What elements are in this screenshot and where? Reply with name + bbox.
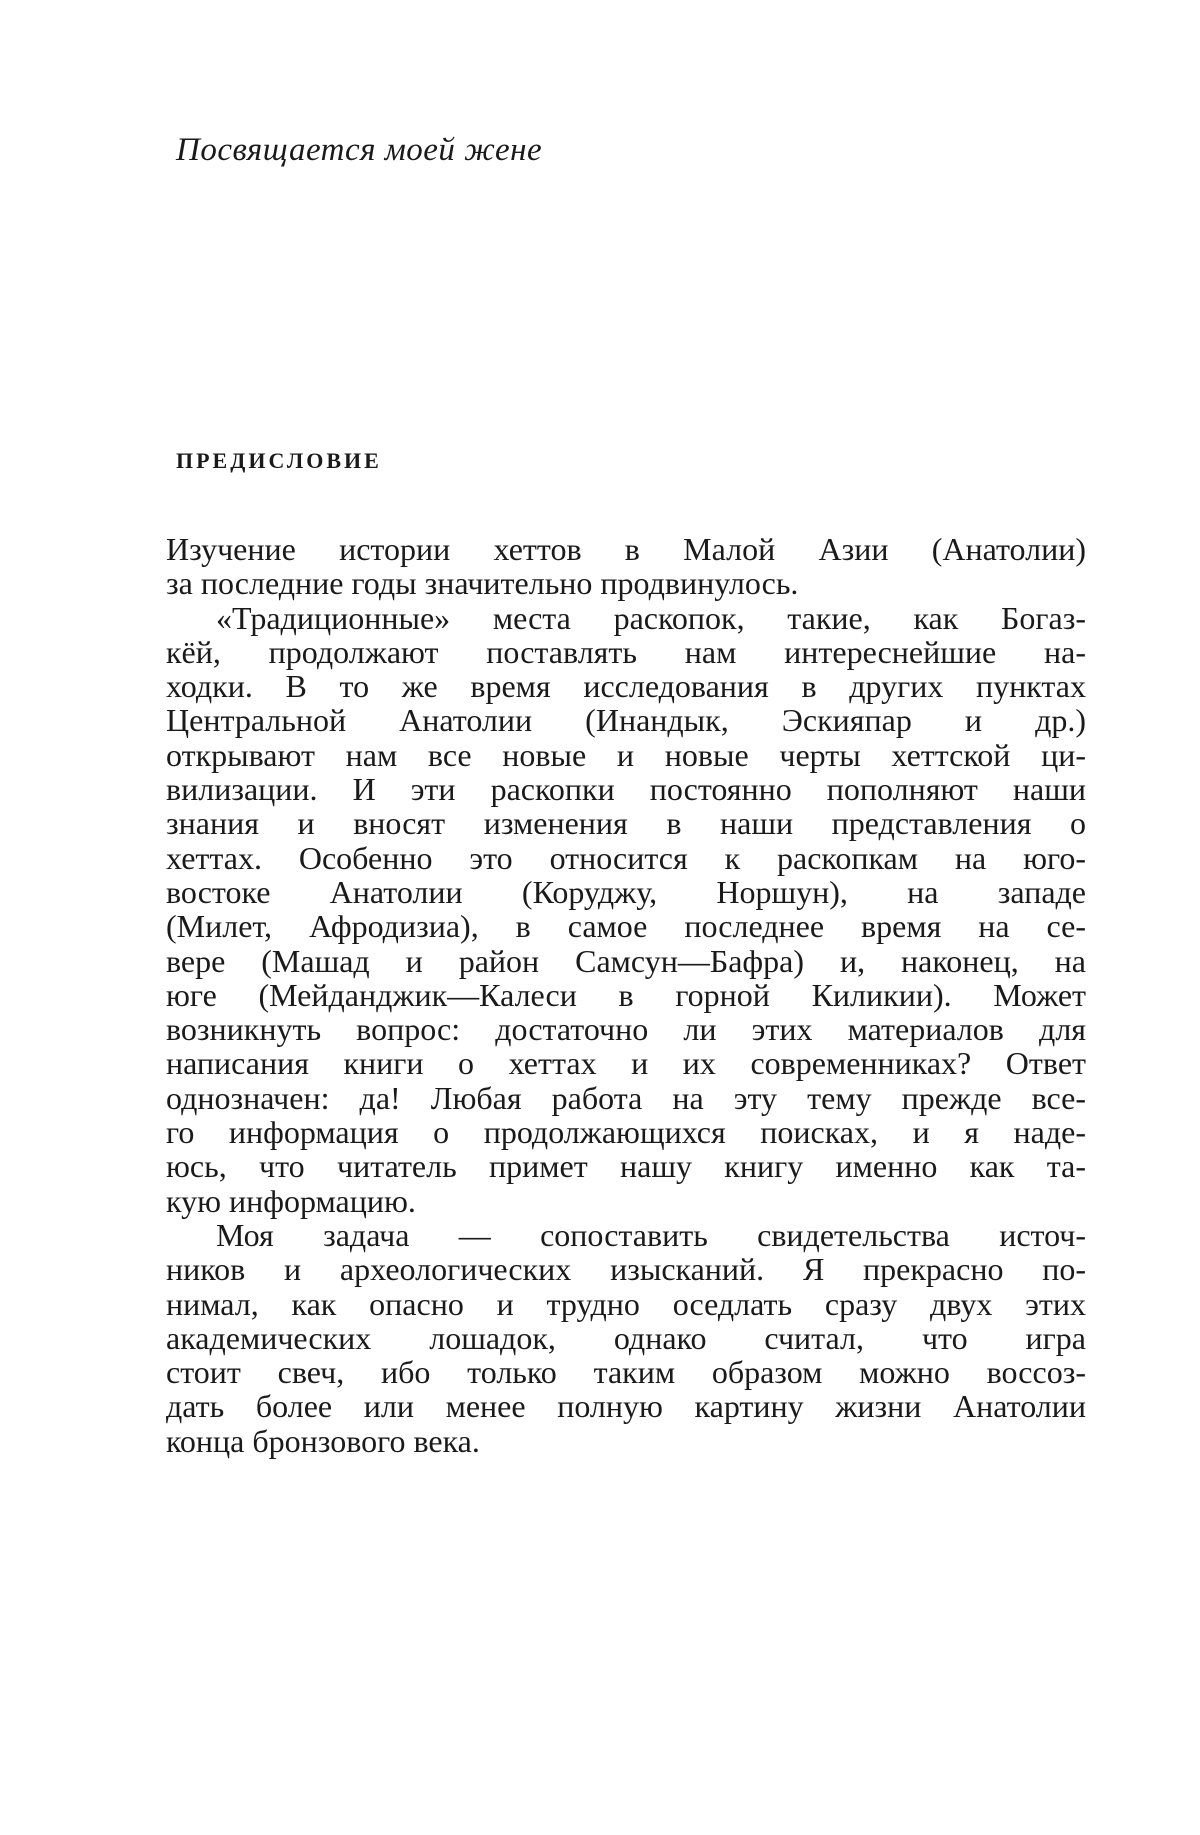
section-heading: ПРЕДИСЛОВИЕ bbox=[176, 448, 382, 473]
text-line: стоит свеч, ибо только таким образом можно воссоз- bbox=[166, 1354, 1086, 1391]
text-line: «Традиционные» места раскопок, такие, как Богаз- bbox=[216, 599, 1086, 636]
text-line: кёй, продолжают поставлять нам интереснейшие на- bbox=[166, 633, 1086, 670]
text-line: (Милет, Афродизиа), в самое последнее время на се- bbox=[166, 908, 1086, 945]
text-line: нимал, как опасно и трудно оседлать сразу двух этих bbox=[166, 1285, 1086, 1322]
text-line: вере (Машад и район Самсун—Бафра) и, наконец, на bbox=[166, 942, 1086, 979]
text-line: ников и археологических изысканий. Я прекрасно по- bbox=[166, 1251, 1086, 1288]
text-line: Изучение истории хеттов в Малой Азии (Анатолии) bbox=[166, 531, 1086, 567]
text-line: го информация о продолжающихся поисках, и я наде- bbox=[166, 1114, 1086, 1151]
text-line: конца бронзового века. bbox=[166, 1422, 480, 1459]
text-line: знания и вносят изменения в наши представления о bbox=[166, 805, 1086, 842]
text-line: академических лошадок, однако считал, что игра bbox=[166, 1319, 1086, 1356]
text-line: Моя задача — сопоставить свидетельства источ- bbox=[216, 1216, 1086, 1253]
text-line: вилизации. И эти раскопки постоянно пополняют наши bbox=[166, 771, 1086, 808]
text-line: Центральной Анатолии (Инандык, Эскияпар и др.) bbox=[166, 702, 1086, 739]
dedication: Посвящается моей жене bbox=[176, 132, 543, 168]
text-line: востоке Анатолии (Коруджу, Норшун), на западе bbox=[166, 873, 1086, 910]
text-line: кую информацию. bbox=[166, 1182, 416, 1219]
preface-text bbox=[166, 532, 1086, 1458]
text-line: ходки. В то же время исследования в других пунктах bbox=[166, 668, 1086, 705]
text-line: возникнуть вопрос: достаточно ли этих материалов для bbox=[166, 1011, 1086, 1048]
text-line: хеттах. Особенно это относится к раскопкам на юго- bbox=[166, 839, 1086, 876]
text-line: дать более или менее полную картину жизни Анатолии bbox=[166, 1388, 1086, 1425]
text-line: открывают нам все новые и новые черты хеттской ци- bbox=[166, 736, 1086, 773]
text-line: за последние годы значительно продвинулось. bbox=[166, 565, 799, 602]
text-line: однозначен: да! Любая работа на эту тему прежде все- bbox=[166, 1079, 1086, 1116]
text-line: юсь, что читатель примет нашу книгу именно как та- bbox=[166, 1148, 1086, 1185]
text-line: написания книги о хеттах и их современниках? Ответ bbox=[166, 1045, 1086, 1082]
text-line: юге (Мейданджик—Калеси в горной Киликии). Может bbox=[166, 976, 1086, 1013]
